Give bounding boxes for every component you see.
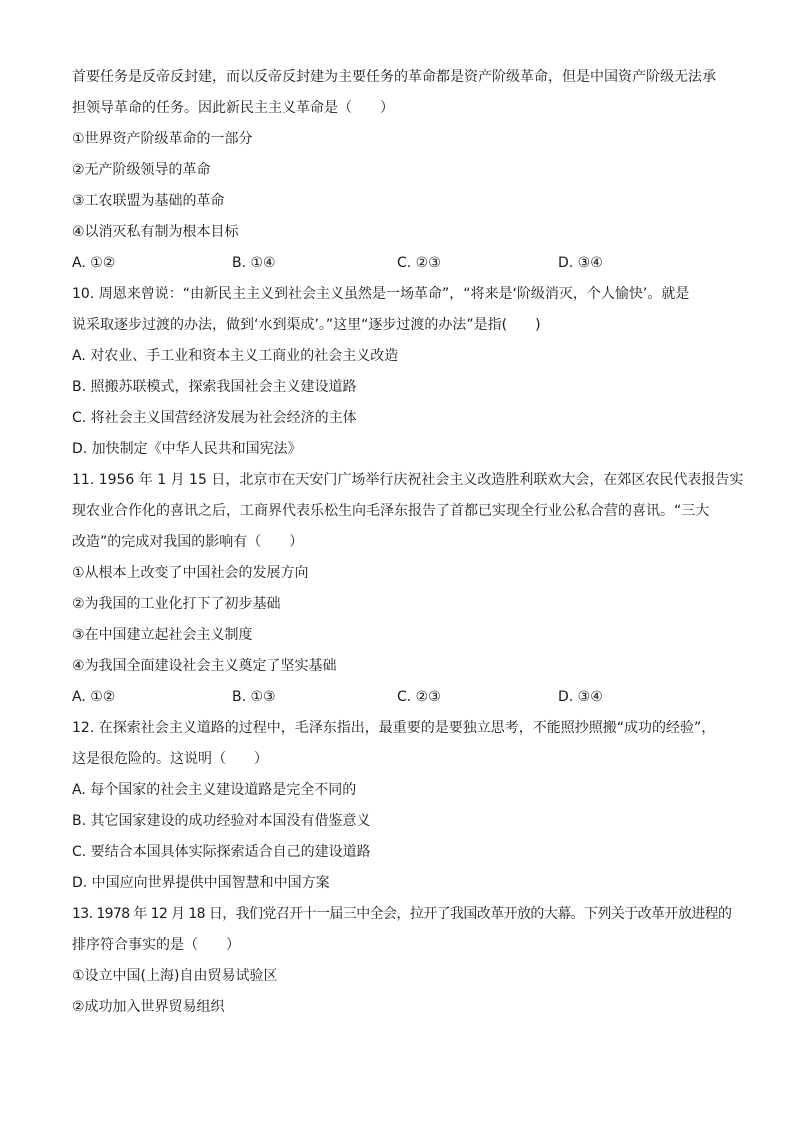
question-stem-line: 改造”的完成对我国的影响有（ ）	[72, 534, 304, 550]
statement-item: ①从根本上改变了中国社会的发展方向	[72, 565, 309, 581]
question-stem-line: 这是很危险的。这说明（ ）	[72, 751, 268, 767]
option-c: C. 要结合本国具体实际探索适合自己的建设道路	[72, 844, 371, 860]
option-a: A. ①②	[72, 689, 116, 705]
option-d: D. ③④	[558, 255, 603, 271]
exam-page	[72, 62, 744, 1023]
option-d: D. 中国应向世界提供中国智慧和中国方案	[72, 875, 330, 891]
statement-item: ④为我国全面建设社会主义奠定了坚实基础	[72, 658, 337, 674]
question-stem-line: 10. 周恩来曾说：“由新民主主义到社会主义虽然是一场革命”，“将来是‘阶级消灭，个人愉快’。就是	[72, 286, 690, 302]
question-stem-line: 12. 在探索社会主义道路的过程中，毛泽东指出，最重要的是要独立思考，不能照抄照搬“成功的经验”，	[72, 720, 716, 736]
option-b: B. 照搬苏联模式，探索我国社会主义建设道路	[72, 379, 357, 395]
question-stem-line: 担领导革命的任务。因此新民主主义革命是（ ）	[72, 100, 394, 116]
statement-item: ②为我国的工业化打下了初步基础	[72, 596, 281, 612]
question-13	[72, 899, 732, 1023]
answer-options-row	[72, 248, 724, 279]
statement-item: ①世界资产阶级革命的一部分	[72, 131, 253, 147]
statement-item: ③在中国建立起社会主义制度	[72, 627, 253, 643]
option-a: A. 对农业、手工业和资本主义工商业的社会主义改造	[72, 348, 399, 364]
option-d: D. 加快制定《中华人民共和国宪法》	[72, 441, 302, 457]
option-b: B. ①④	[232, 255, 276, 271]
question-12	[72, 713, 724, 899]
question-9	[72, 62, 724, 279]
question-stem-line: 11. 1956 年 1 月 15 日，北京市在天安门广场举行庆祝社会主义改造胜利联欢大会，在郊区农民代表报告实	[72, 472, 744, 488]
statement-item: ②成功加入世界贸易组织	[72, 999, 225, 1015]
option-d: D. ③④	[558, 689, 603, 705]
question-10	[72, 279, 724, 465]
question-stem-line: 首要任务是反帝反封建，而以反帝反封建为主要任务的革命都是资产阶级革命，但是中国资产阶级无法承	[72, 69, 716, 85]
option-a: A. ①②	[72, 255, 116, 271]
answer-options-row	[72, 682, 724, 713]
option-a: A. 每个国家的社会主义建设道路是完全不同的	[72, 782, 357, 798]
question-11	[72, 465, 744, 713]
statement-item: ②无产阶级领导的革命	[72, 162, 211, 178]
option-c: C. ②③	[397, 255, 441, 271]
option-b: B. 其它国家建设的成功经验对本国没有借鉴意义	[72, 813, 371, 829]
statement-item: ①设立中国(上海)自由贸易试验区	[72, 968, 278, 984]
statement-item: ④以消灭私有制为根本目标	[72, 224, 239, 240]
option-c: C. 将社会主义国营经济发展为社会经济的主体	[72, 410, 357, 426]
question-stem-line: 排序符合事实的是（ ）	[72, 937, 240, 953]
question-stem-line: 现农业合作化的喜讯之后，工商界代表乐松生向毛泽东报告了首都已实现全行业公私合营的喜讯。“三大	[72, 503, 710, 519]
option-c: C. ②③	[397, 689, 441, 705]
question-stem-line: 13. 1978 年 12 月 18 日，我们党召开十一届三中全会，拉开了我国改革开放的大幕。下列关于改革开放进程的	[72, 906, 732, 922]
statement-item: ③工农联盟为基础的革命	[72, 193, 225, 209]
option-b: B. ①③	[232, 689, 276, 705]
question-stem-line: 说采取逐步过渡的办法，做到‘水到渠成’。”这里“逐步过渡的办法”是指( )	[72, 317, 541, 333]
